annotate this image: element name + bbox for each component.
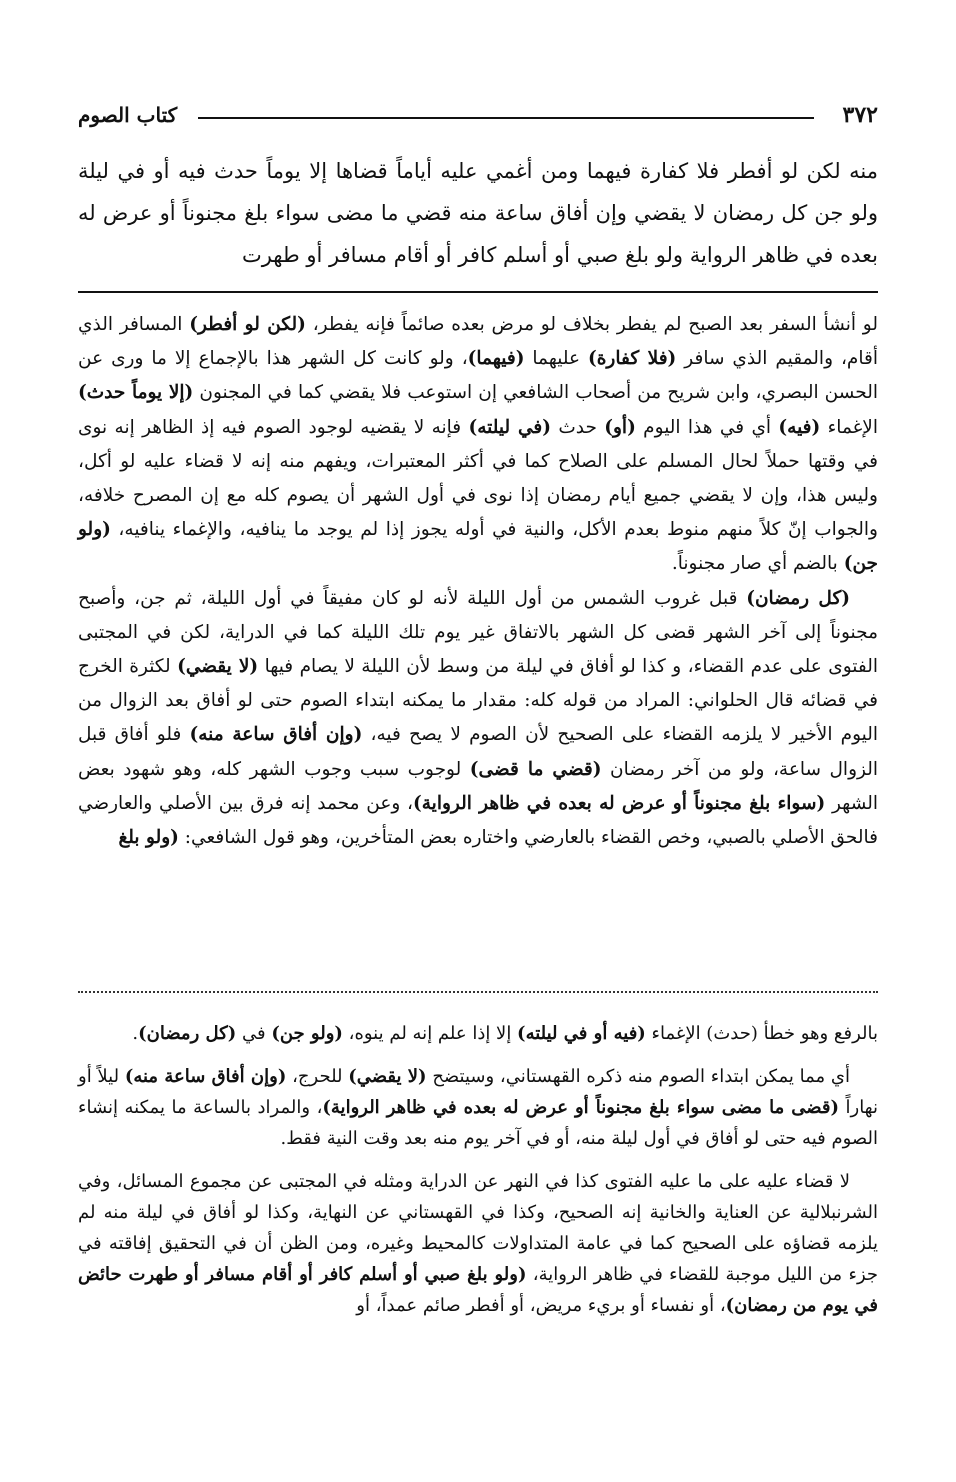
main-text-divider xyxy=(78,291,878,293)
footnotes xyxy=(78,1018,878,1333)
commentary-paragraph-1: لو أنشأ السفر بعد الصبح لم يفطر بخلاف لو مرض بعده صائماً فإنه يفطر، (لكن لو أفطر) المسافر الذي أقام، والمقيم الذي سافر (فلا كفارة) عليهما (فيهما)، ولو كانت كل الشهر هذا بالإجماع إلا ما ورى عن الحسن البصري، وابن شريح من أصحاب الشافعي إن استوعب فلا يقضي كما في المجنون (إلا يوماً حدث) الإغماء (فيه) أي في هذا اليوم (أو) حدث (في ليلته) فإنه لا يقضيه لوجود الصوم فيه إذ الظاهر إنه نوى في وقتها حملاً لحال المسلم على الصلاح كما في أكثر المعتبرات، ويفهم منه إنه لا قضاء عليه لو أكل، وليس هذا، وإن لا يقضي جميع أيام رمضان إذا نوى في أول الشهر أن يصوم كله مع إن المصرح خلافه، والجواب إنّ كلاً منهم منوط بعدم الأكل، والنية في أوله يجوز إذا لم يوجد ما ينافيه، والإغماء ينافيه، (ولو جن) بالضم أي صار مجنوناً. xyxy=(78,314,879,575)
footnote-paragraph-2: أي مما يمكن ابتداء الصوم منه ذكره القهستاني، وسيتضح (لا يقضي) للحرج، (وإن أفاق ساعة منه) ليلاً أو نهاراً (قضى ما مضى سواء بلغ مجنوناً أو عرض له بعده في ظاهر الرواية)، والمراد بالساعة ما يمكنه إنشاء الصوم فيه حتى لو أفاق في أول ليلة منه، أو في آخر يوم منه بعد وقت النية فقط. xyxy=(78,1066,878,1149)
commentary xyxy=(78,308,878,855)
page-header xyxy=(78,100,878,134)
book-title: كتاب الصوم xyxy=(78,103,178,127)
commentary-paragraph-2: (كل رمضان) قبل غروب الشمس من أول الليلة لأنه لو كان مفيقاً في أول الليلة، ثم جن، وأصبح مجنوناً إلى آخر الشهر قضى كل الشهر بالاتفاق غير يوم تلك الليلة كما في الدراية، لكن في المجتبى الفتوى على عدم القضاء، و كذا لو أفاق في ليلة من وسط لأن الليلة لا يصام فيها (لا يقضي) لكثرة الخرج في قضائه قال الحلواني: المراد من قوله كله: مقدار ما يمكنه ابتداء الصوم حتى لو أفاق بعد الزوال من اليوم الأخير لا يلزمه القضاء على الصحيح لأن الصوم لا يصح فيه، (وإن أفاق ساعة منه) فلو أفاق قبل الزوال ساعة، ولو من آخر رمضان (قضي ما قضى) لوجوب سبب وجوب الشهر كله، وهو شهود بعض الشهر (سواء بلغ مجنوناً أو عرض له بعده في ظاهر الرواية)، وعن محمد إنه فرق بين الأصلي والعارضي فالحق الأصلي بالصبي، وخص القضاء بالعارضي واختاره بعض المتأخرين، وهو قول الشافعي: (ولو بلغ xyxy=(78,587,879,849)
footnote-paragraph-1: بالرفع وهو خطأ (حدث) الإغماء (فيه أو في ليلته) إلا إذا علم إنه لم ينوه، (ولو جن) في (كل رمضان). xyxy=(132,1023,878,1044)
header-rule xyxy=(198,117,814,119)
footnote-divider xyxy=(78,991,878,993)
page-number: ٣٧٢ xyxy=(842,102,878,128)
footnote-paragraph-3: لا قضاء عليه على ما عليه الفتوى كذا في النهر عن الدراية ومثله في المجتبى عن مجموع المسائل، وفي الشرنبلالية عن العناية والخانية إنه الصحيح، وكذا في القهستاني عن النهاية، وكذا لو أفاق في ليلة منه لم يلزمه قضاؤه على الصحيح كما في عامة المتداولات كالمحيط وغيره، ومن الظن أن في التحقيق إفاقته في جزء من الليل موجبة للقضاء في ظاهر الرواية، (ولو بلغ صبي أو أسلم كافر أو أقام مسافر أو طهرت حائض في يوم من رمضان)، أو نفساء أو بريء مريض، أو أفطر صائم عمداً، أو xyxy=(78,1171,879,1316)
main-text: منه لكن لو أفطر فلا كفارة فيهما ومن أغمي عليه أياماً قضاها إلا يوماً حدث فيه أو في ليلة ولو جن كل رمضان لا يقضي وإن أفاق ساعة منه قضي ما مضى سواء بلغ مجنوناً أو عرض له بعده في ظاهر الرواية ولو بلغ صبي أو أسلم كافر أو أقام مسافر أو طهرت xyxy=(78,159,878,267)
